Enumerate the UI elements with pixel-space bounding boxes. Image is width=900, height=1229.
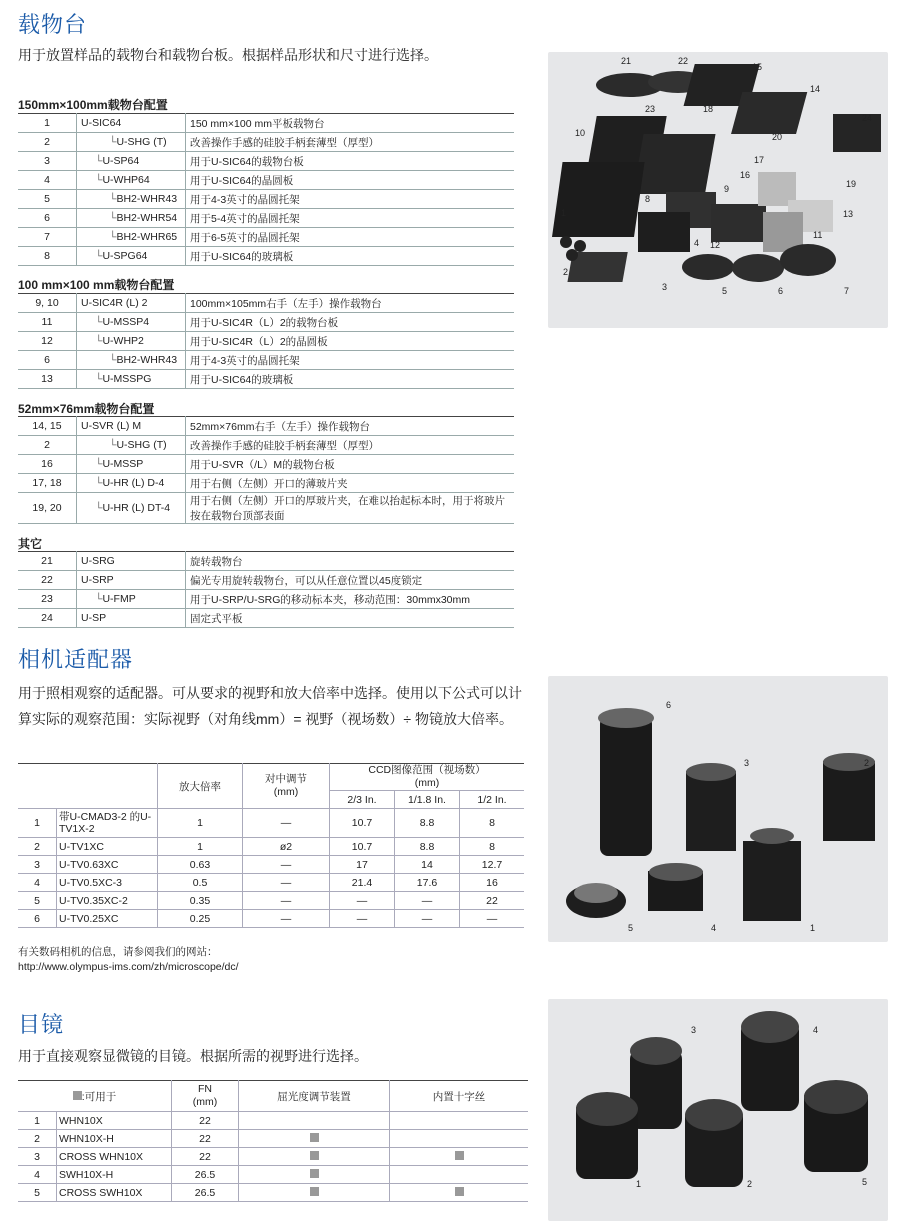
eyepieces-photo <box>548 999 888 1221</box>
item-number: 7 <box>18 228 77 247</box>
camera-row <box>18 856 524 874</box>
eyepiece-cell-no: 3 <box>18 1148 57 1166</box>
camera-cell-name: U-TV1XC <box>57 838 158 856</box>
eyepiece-cell-fn: 22 <box>172 1112 239 1130</box>
camera-cell-name: U-TV0.35XC-2 <box>57 892 158 910</box>
camera-cell-c: 16 <box>460 874 525 892</box>
photo-callout: 5 <box>722 286 728 296</box>
item-number: 14, 15 <box>18 417 77 436</box>
eyepiece-cell-no: 1 <box>18 1112 57 1130</box>
photo-callout: 21 <box>621 56 632 66</box>
eyepiece-cell-fn: 22 <box>172 1130 239 1148</box>
item-code: U-SRG <box>81 555 115 567</box>
camera-cell-center: — <box>243 874 330 892</box>
photo-callout: 8 <box>645 194 651 204</box>
item-number: 2 <box>18 436 77 455</box>
photo-callout: 23 <box>645 104 656 114</box>
camera-cell-b: 8.8 <box>395 809 460 838</box>
item-number: 12 <box>18 332 77 351</box>
tree-branch-icon: └ <box>95 502 103 514</box>
stage-row <box>18 209 514 228</box>
photo-callout: 3 <box>662 282 668 292</box>
camera-cell-no: 2 <box>18 838 57 856</box>
camera-cell-mag: 0.5 <box>158 874 243 892</box>
camera-cell-no: 5 <box>18 892 57 910</box>
photo-callout: 1 <box>810 923 816 933</box>
eyepiece-reticle-cell <box>390 1112 529 1130</box>
camera-row <box>18 838 524 856</box>
photo-callout: 17 <box>754 155 765 165</box>
camera-cell-b: 17.6 <box>395 874 460 892</box>
stage-row <box>18 436 514 455</box>
col-header: 2/3 In. <box>330 791 395 809</box>
eyepiece-cell-no: 5 <box>18 1184 57 1202</box>
item-code-cell <box>77 190 186 209</box>
stage-row <box>18 351 514 370</box>
eyepiece-reticle-cell <box>390 1166 529 1184</box>
eyepiece-row <box>18 1112 528 1130</box>
camera-cell-mag: 1 <box>158 809 243 838</box>
camera-cell-mag: 0.25 <box>158 910 243 928</box>
item-description: 用于6-5英寸的晶圆托架 <box>186 228 515 247</box>
stage-group-heading: 150mm×100mm载物台配置 <box>18 98 168 112</box>
item-code-cell <box>77 474 186 493</box>
camera-cell-b: 14 <box>395 856 460 874</box>
stage-parts-photo <box>548 52 888 328</box>
item-number: 17, 18 <box>18 474 77 493</box>
item-description: 改善操作手感的硅胶手柄套薄型（厚型） <box>186 133 515 152</box>
item-code-cell <box>77 332 186 351</box>
stage-group-heading: 100 mm×100 mm载物台配置 <box>18 278 175 292</box>
stage-parts-illustration <box>548 52 888 328</box>
photo-callout: 4 <box>694 238 700 248</box>
eyepiece-table <box>18 1080 528 1202</box>
tree-branch-icon: └ <box>109 212 117 224</box>
item-code-cell <box>77 294 186 313</box>
photo-callout: 3 <box>691 1025 697 1035</box>
camera-cell-center: — <box>243 910 330 928</box>
item-code: U-MSSPG <box>102 373 152 385</box>
item-code-cell <box>77 552 186 571</box>
stage-group-heading: 其它 <box>18 537 43 551</box>
stage-row <box>18 313 514 332</box>
stage-row <box>18 474 514 493</box>
item-number: 2 <box>18 133 77 152</box>
camera-cell-no: 1 <box>18 809 57 838</box>
photo-callout: 13 <box>843 209 854 219</box>
col-header: 内置十字丝 <box>390 1081 529 1112</box>
item-description: 用于U-SIC64的玻璃板 <box>186 370 515 389</box>
camera-cell-name: U-TV0.63XC <box>57 856 158 874</box>
eyepiece-diopter-cell <box>239 1184 390 1202</box>
eyepiece-cell-no: 2 <box>18 1130 57 1148</box>
stage-row <box>18 133 514 152</box>
tree-branch-icon: └ <box>109 136 117 148</box>
camera-note: 有关数码相机的信息，请参阅我们的网站： <box>18 946 218 958</box>
col-header: 1/1.8 In. <box>395 791 460 809</box>
item-number: 3 <box>18 152 77 171</box>
item-description: 用于右侧（左侧）开口的厚玻片夹，在难以抬起标本时，用于将玻片按在载物台顶部表面 <box>186 493 515 524</box>
stage-intro: 用于放置样品的载物台和载物台板。根据样品形状和尺寸进行选择。 <box>18 47 438 63</box>
photo-callout: 20 <box>772 132 783 142</box>
stage-row <box>18 152 514 171</box>
stage-row <box>18 552 514 571</box>
photo-callout: 3 <box>744 758 750 768</box>
eyepiece-row <box>18 1130 528 1148</box>
eyepiece-cell-name: SWH10X-H <box>57 1166 172 1184</box>
item-code: U-HR (L) D-4 <box>102 477 165 489</box>
item-description: 用于5-4英寸的晶圆托架 <box>186 209 515 228</box>
item-code-cell <box>77 455 186 474</box>
item-code: U-SP <box>81 612 107 624</box>
stage-row <box>18 590 514 609</box>
stage-row <box>18 609 514 628</box>
tree-branch-icon: └ <box>109 231 117 243</box>
eyepiece-intro: 用于直接观察显微镜的目镜。根据所需的视野进行选择。 <box>18 1048 368 1064</box>
item-code: U-SRP <box>81 574 114 586</box>
item-code: U-SPG64 <box>102 250 148 262</box>
camera-cell-no: 3 <box>18 856 57 874</box>
item-description: 用于U-SIC4R（L）2的晶圆板 <box>186 332 515 351</box>
item-code-cell <box>77 351 186 370</box>
stage-row <box>18 114 514 133</box>
available-marker-icon <box>455 1187 464 1196</box>
tree-branch-icon: └ <box>95 174 103 186</box>
legend-cell: :可用于 <box>18 1081 172 1112</box>
item-code-cell <box>77 590 186 609</box>
eyepiece-cell-fn: 22 <box>172 1148 239 1166</box>
camera-row <box>18 892 524 910</box>
item-number: 19, 20 <box>18 493 77 524</box>
col-header: 1/2 In. <box>460 791 525 809</box>
item-description: 用于U-SIC64的载物台板 <box>186 152 515 171</box>
camera-cell-b: 8.8 <box>395 838 460 856</box>
item-description: 用于U-SVR（/L）M的载物台板 <box>186 455 515 474</box>
stage-group-heading: 52mm×76mm载物台配置 <box>18 402 155 416</box>
item-description: 用于4-3英寸的晶圆托架 <box>186 190 515 209</box>
camera-cell-a: 10.7 <box>330 809 395 838</box>
item-number: 8 <box>18 247 77 266</box>
camera-intro: 用于照相观察的适配器。可从要求的视野和放大倍率中选择。使用以下公式可以计算实际的观察范围：实际视野（对角线mm）= 视野（视场数）÷ 物镜放大倍率。 <box>18 685 522 727</box>
camera-cell-c: 8 <box>460 809 525 838</box>
stage-row <box>18 493 514 524</box>
camera-cell-mag: 1 <box>158 838 243 856</box>
item-description: 150 mm×100 mm平板载物台 <box>186 114 515 133</box>
item-number: 16 <box>18 455 77 474</box>
camera-cell-c: — <box>460 910 525 928</box>
photo-callout: 11 <box>813 230 823 240</box>
eyepieces-illustration <box>548 999 888 1221</box>
eyepiece-diopter-cell <box>239 1148 390 1166</box>
camera-adapters-illustration <box>548 676 888 942</box>
eyepiece-cell-name: CROSS WHN10X <box>57 1148 172 1166</box>
stage-table-52x76 <box>18 416 514 524</box>
item-code: U-SHG (T) <box>116 136 167 148</box>
item-code: BH2-WHR65 <box>116 231 178 243</box>
available-marker-icon <box>310 1187 319 1196</box>
camera-cell-c: 22 <box>460 892 525 910</box>
tree-branch-icon: └ <box>109 193 117 205</box>
item-number: 6 <box>18 351 77 370</box>
col-header: 对中调节 (mm) <box>243 764 330 809</box>
item-number: 5 <box>18 190 77 209</box>
item-code-cell <box>77 609 186 628</box>
camera-cell-center: ø2 <box>243 838 330 856</box>
item-code-cell <box>77 571 186 590</box>
camera-cell-c: 8 <box>460 838 525 856</box>
item-description: 用于右侧（左侧）开口的薄玻片夹 <box>186 474 515 493</box>
item-description: 用于U-SRP/U-SRG的移动标本夹，移动范围：30mmx30mm <box>186 590 515 609</box>
stage-row <box>18 455 514 474</box>
item-code: U-SVR (L) M <box>81 420 142 432</box>
stage-row <box>18 370 514 389</box>
item-number: 6 <box>18 209 77 228</box>
camera-cell-a: 17 <box>330 856 395 874</box>
item-description: 52mm×76mm右手（左手）操作载物台 <box>186 417 515 436</box>
item-number: 11 <box>18 313 77 332</box>
item-code: U-MSSP <box>102 458 144 470</box>
camera-cell-mag: 0.35 <box>158 892 243 910</box>
stage-row <box>18 190 514 209</box>
eyepiece-row <box>18 1166 528 1184</box>
photo-callout: 2 <box>864 758 870 768</box>
section-title-stage: 载物台 <box>18 12 88 37</box>
photo-callout: 14 <box>810 84 821 94</box>
tree-branch-icon: └ <box>95 335 103 347</box>
photo-callout: 10 <box>575 128 586 138</box>
camera-url-link[interactable]: http://www.olympus-ims.com/zh/microscope/dc/ <box>18 961 239 973</box>
item-code: U-SP64 <box>102 155 140 167</box>
tree-branch-icon: └ <box>95 316 103 328</box>
item-number: 23 <box>18 590 77 609</box>
camera-adapter-table <box>18 763 524 928</box>
tree-branch-icon: └ <box>95 593 103 605</box>
camera-cell-a: — <box>330 892 395 910</box>
stage-row <box>18 417 514 436</box>
tree-branch-icon: └ <box>95 250 103 262</box>
available-marker-icon <box>73 1091 82 1100</box>
camera-cell-no: 4 <box>18 874 57 892</box>
item-code: U-SHG (T) <box>116 439 167 451</box>
col-header: CCD图像范围（视场数） (mm) <box>330 764 525 791</box>
item-description: 用于U-SIC64的晶圆板 <box>186 171 515 190</box>
item-description: 固定式平板 <box>186 609 515 628</box>
eyepiece-row <box>18 1184 528 1202</box>
section-title-camera: 相机适配器 <box>18 647 134 672</box>
stage-table-other <box>18 551 514 628</box>
photo-callout: 24 <box>862 113 873 123</box>
item-description: 用于4-3英寸的晶圆托架 <box>186 351 515 370</box>
item-description: 偏光专用旋转载物台，可以从任意位置以45度锁定 <box>186 571 515 590</box>
eyepiece-cell-fn: 26.5 <box>172 1184 239 1202</box>
item-description: 旋转载物台 <box>186 552 515 571</box>
stage-row <box>18 171 514 190</box>
camera-cell-center: — <box>243 892 330 910</box>
item-code-cell <box>77 114 186 133</box>
photo-callout: 5 <box>628 923 634 933</box>
photo-callout: 19 <box>846 179 857 189</box>
camera-cell-no: 6 <box>18 910 57 928</box>
photo-callout: 18 <box>703 104 714 114</box>
item-description: 用于U-SIC64的玻璃板 <box>186 247 515 266</box>
available-marker-icon <box>310 1151 319 1160</box>
eyepiece-cell-name: WHN10X <box>57 1112 172 1130</box>
photo-callout: 12 <box>710 240 721 250</box>
photo-callout: 5 <box>862 1177 868 1187</box>
eyepiece-cell-no: 4 <box>18 1166 57 1184</box>
stage-table-150x100 <box>18 113 514 266</box>
photo-callout: 6 <box>778 286 784 296</box>
photo-callout: 4 <box>813 1025 819 1035</box>
photo-callout: 2 <box>563 267 569 277</box>
stage-row <box>18 247 514 266</box>
col-header: 放大倍率 <box>158 764 243 809</box>
item-code-cell <box>77 152 186 171</box>
camera-row <box>18 809 524 838</box>
item-code-cell <box>77 209 186 228</box>
camera-row <box>18 910 524 928</box>
eyepiece-diopter-cell <box>239 1112 390 1130</box>
item-code-cell <box>77 247 186 266</box>
stage-row <box>18 571 514 590</box>
item-description: 100mm×105mm右手（左手）操作载物台 <box>186 294 515 313</box>
camera-cell-b: — <box>395 892 460 910</box>
tree-branch-icon: └ <box>95 458 103 470</box>
item-description: 用于U-SIC4R（L）2的载物台板 <box>186 313 515 332</box>
item-description: 改善操作手感的硅胶手柄套薄型（厚型） <box>186 436 515 455</box>
item-code: BH2-WHR43 <box>116 193 178 205</box>
tree-branch-icon: └ <box>95 477 103 489</box>
item-number: 9, 10 <box>18 294 77 313</box>
eyepiece-cell-fn: 26.5 <box>172 1166 239 1184</box>
photo-callout: 22 <box>678 56 689 66</box>
item-code-cell <box>77 493 186 524</box>
item-code-cell <box>77 228 186 247</box>
item-number: 13 <box>18 370 77 389</box>
eyepiece-row <box>18 1148 528 1166</box>
available-marker-icon <box>455 1151 464 1160</box>
item-number: 24 <box>18 609 77 628</box>
item-number: 1 <box>18 114 77 133</box>
item-code: U-FMP <box>102 593 136 605</box>
stage-row <box>18 332 514 351</box>
item-code: U-WHP2 <box>102 335 144 347</box>
camera-cell-c: 12.7 <box>460 856 525 874</box>
eyepiece-diopter-cell <box>239 1166 390 1184</box>
tree-branch-icon: └ <box>109 354 117 366</box>
eyepiece-cell-name: WHN10X-H <box>57 1130 172 1148</box>
stage-table-100x100 <box>18 293 514 389</box>
camera-cell-center: — <box>243 809 330 838</box>
camera-cell-b: — <box>395 910 460 928</box>
available-marker-icon <box>310 1133 319 1142</box>
item-code: U-SIC4R (L) 2 <box>81 297 148 309</box>
section-title-eyepiece: 目镜 <box>18 1012 65 1037</box>
camera-row <box>18 874 524 892</box>
camera-cell-a: 10.7 <box>330 838 395 856</box>
photo-callout: 6 <box>666 700 672 710</box>
eyepiece-reticle-cell <box>390 1184 529 1202</box>
camera-cell-center: — <box>243 856 330 874</box>
item-code: U-MSSP4 <box>102 316 150 328</box>
stage-row <box>18 228 514 247</box>
eyepiece-reticle-cell <box>390 1148 529 1166</box>
photo-callout: 1 <box>561 208 567 218</box>
item-code: U-HR (L) DT-4 <box>102 502 171 514</box>
item-code-cell <box>77 436 186 455</box>
stage-row <box>18 294 514 313</box>
eyepiece-diopter-cell <box>239 1130 390 1148</box>
item-number: 21 <box>18 552 77 571</box>
camera-cell-a: 21.4 <box>330 874 395 892</box>
photo-callout: 2 <box>747 1179 753 1189</box>
available-marker-icon <box>310 1169 319 1178</box>
item-code-cell <box>77 133 186 152</box>
tree-branch-icon: └ <box>95 155 103 167</box>
item-code: BH2-WHR54 <box>116 212 178 224</box>
camera-adapters-photo <box>548 676 888 942</box>
camera-cell-name: 带U-CMAD3-2 的U-TV1X-2 <box>57 809 158 838</box>
camera-cell-name: U-TV0.5XC-3 <box>57 874 158 892</box>
item-code: BH2-WHR43 <box>116 354 178 366</box>
tree-branch-icon: └ <box>109 439 117 451</box>
item-code-cell <box>77 370 186 389</box>
eyepiece-reticle-cell <box>390 1130 529 1148</box>
item-code: U-SIC64 <box>81 117 122 129</box>
col-header: 屈光度调节装置 <box>239 1081 390 1112</box>
item-code-cell <box>77 171 186 190</box>
photo-callout: 15 <box>752 62 763 72</box>
tree-branch-icon: └ <box>95 373 103 385</box>
item-number: 22 <box>18 571 77 590</box>
item-code: U-WHP64 <box>102 174 150 186</box>
photo-callout: 4 <box>711 923 717 933</box>
item-number: 4 <box>18 171 77 190</box>
photo-callout: 9 <box>724 184 730 194</box>
item-code-cell <box>77 313 186 332</box>
eyepiece-cell-name: CROSS SWH10X <box>57 1184 172 1202</box>
camera-cell-mag: 0.63 <box>158 856 243 874</box>
camera-cell-a: — <box>330 910 395 928</box>
photo-callout: 7 <box>844 286 850 296</box>
photo-callout: 16 <box>740 170 751 180</box>
photo-callout: 1 <box>636 1179 642 1189</box>
camera-cell-name: U-TV0.25XC <box>57 910 158 928</box>
col-header: FN (mm) <box>172 1081 239 1112</box>
item-code-cell <box>77 417 186 436</box>
